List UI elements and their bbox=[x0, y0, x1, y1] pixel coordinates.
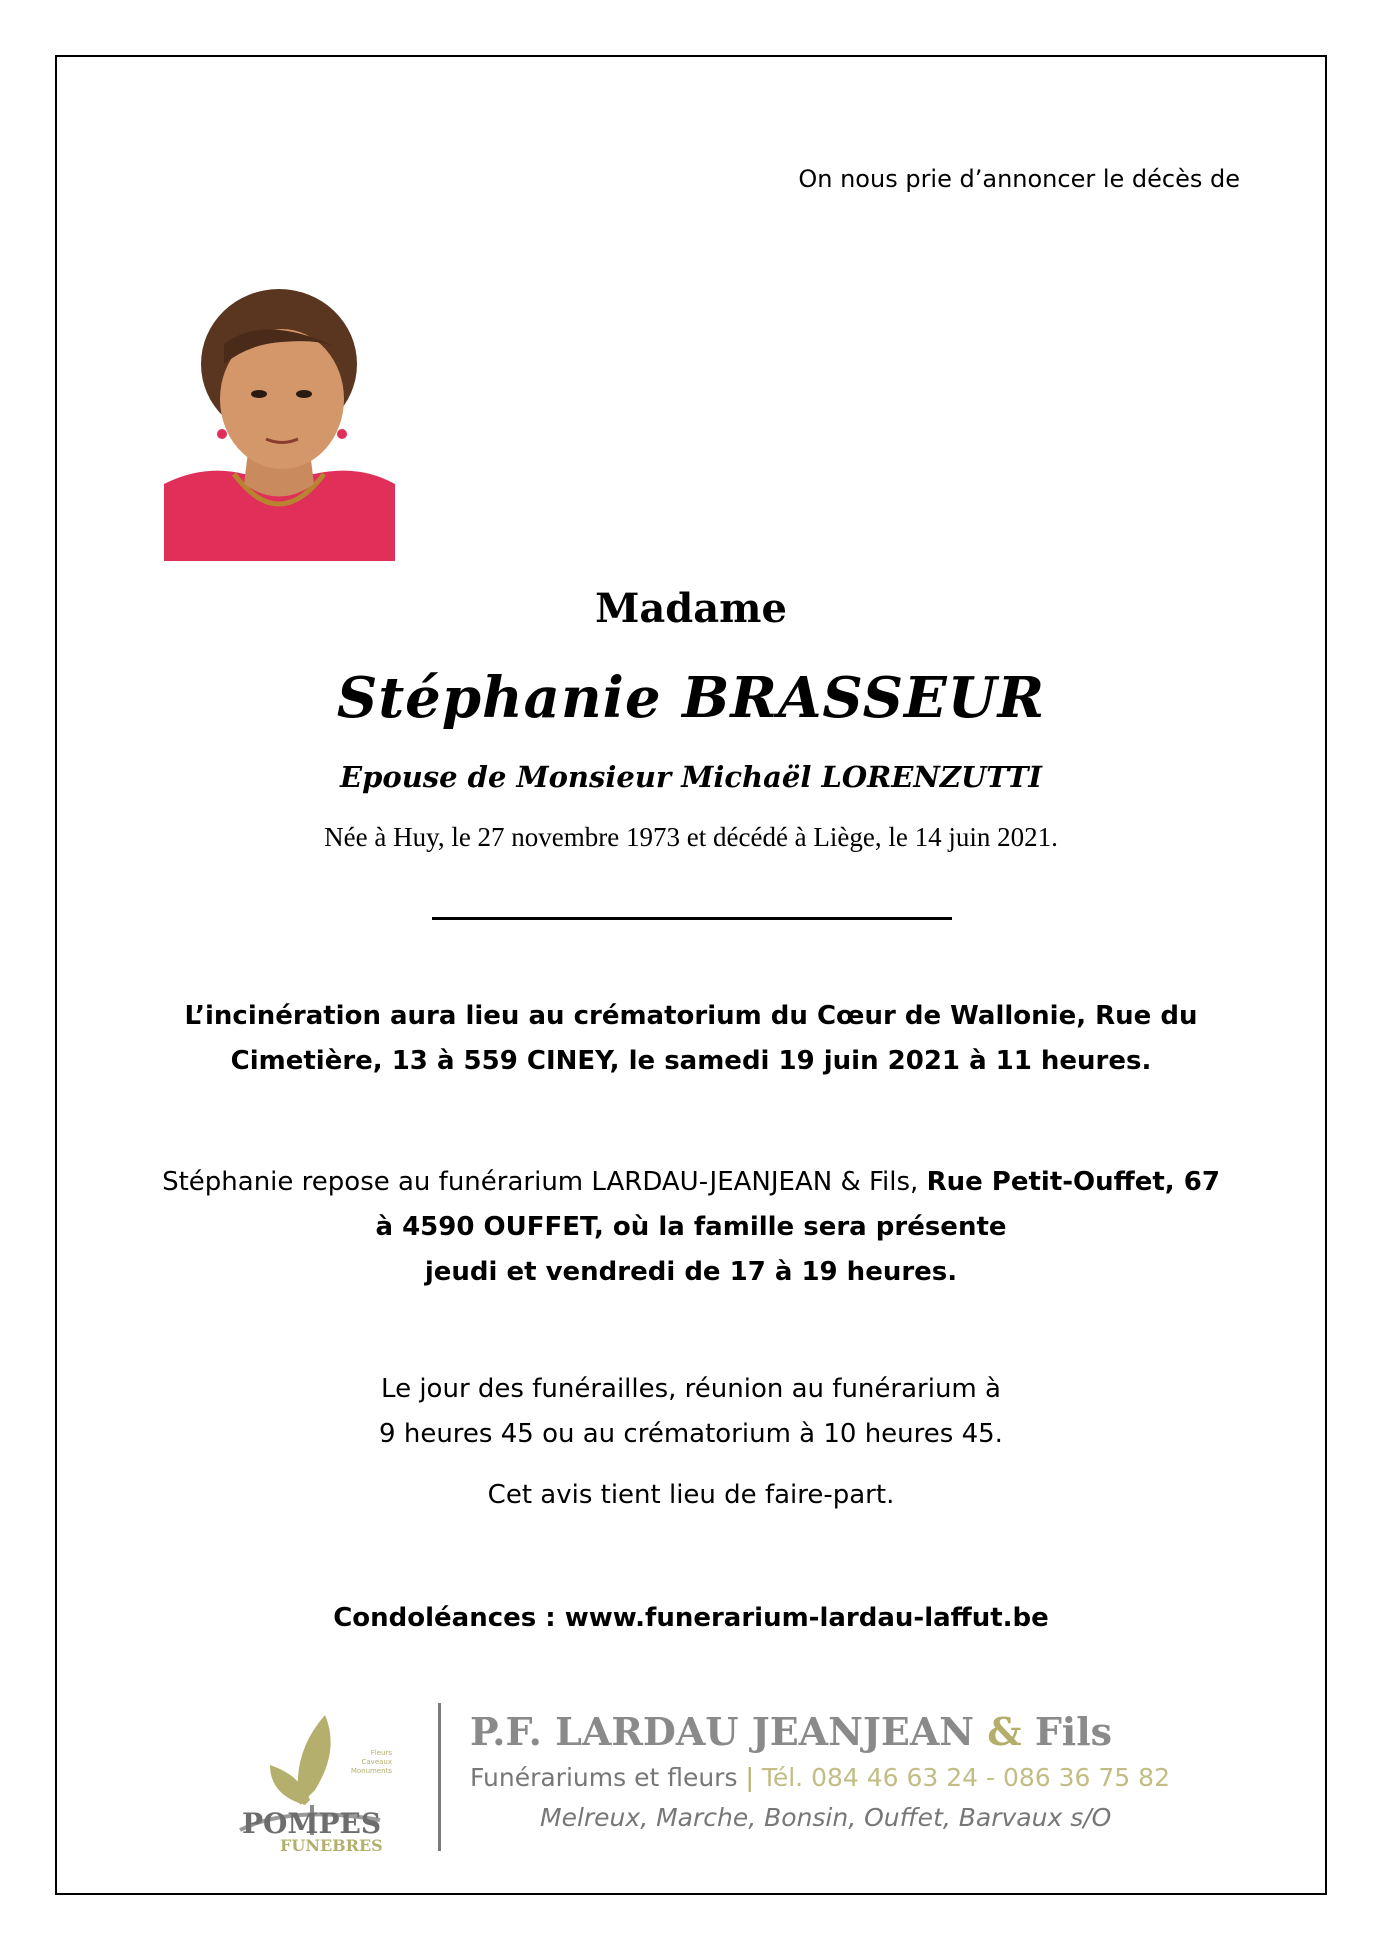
logo-small-text-3: Monuments bbox=[350, 1767, 392, 1775]
tagline-text: Funérariums et fleurs bbox=[470, 1763, 746, 1792]
condolences-text: Condoléances : www.funerarium-lardau-laffut.be bbox=[333, 1603, 1049, 1633]
tagline-separator: | bbox=[745, 1763, 754, 1792]
intro-text: On nous prie d’annoncer le décès de bbox=[798, 165, 1240, 193]
firm-name-part2: Fils bbox=[1021, 1709, 1113, 1754]
cremation-line-2: Cimetière, 13 à 559 CINEY, le samedi 19 juin 2021 à 11 heures. bbox=[230, 1046, 1152, 1076]
firm-locations: Melreux, Marche, Bonsin, Ouffet, Barvaux s/O bbox=[540, 1803, 1112, 1832]
divider-line bbox=[432, 917, 952, 920]
phone-numbers: Tél. 084 46 63 24 - 086 36 75 82 bbox=[761, 1763, 1170, 1792]
footer-divider bbox=[438, 1703, 441, 1851]
firm-name bbox=[470, 1709, 1112, 1754]
cremation-line-1: L’incinération aura lieu au crématorium du Cœur de Wallonie, Rue du bbox=[184, 1001, 1198, 1031]
portrait-photo bbox=[164, 284, 395, 561]
visitation-info bbox=[55, 1160, 1327, 1295]
logo-small-text-2: Caveaux bbox=[361, 1758, 392, 1766]
visitation-address: Rue Petit-Ouffet, 67 bbox=[926, 1167, 1220, 1197]
funeral-day-info bbox=[55, 1367, 1327, 1457]
firm-tagline bbox=[470, 1763, 1170, 1792]
firm-name-part1: P.F. LARDAU JEANJEAN bbox=[470, 1709, 988, 1754]
title: Madame bbox=[595, 585, 787, 632]
notice-text: Cet avis tient lieu de faire-part. bbox=[487, 1480, 895, 1510]
visitation-line-3: jeudi et vendredi de 17 à 19 heures. bbox=[424, 1257, 958, 1287]
logo-text-top: POMPES bbox=[242, 1807, 382, 1840]
firm-name-ampersand: & bbox=[987, 1709, 1022, 1754]
deceased-name: Stéphanie BRASSEUR bbox=[336, 665, 1046, 731]
footer-branding bbox=[230, 1695, 1170, 1855]
logo-small-text-1: Fleurs bbox=[370, 1749, 392, 1757]
visitation-line-1-regular: Stéphanie repose au funérarium LARDAU-JEANJEAN & Fils, bbox=[162, 1167, 927, 1197]
pompes-funebres-logo bbox=[230, 1695, 425, 1855]
cremation-info bbox=[55, 994, 1327, 1084]
visitation-line-1 bbox=[55, 1160, 1327, 1205]
spouse-line: Epouse de Monsieur Michaël LORENZUTTI bbox=[339, 760, 1043, 794]
visitation-line-2: à 4590 OUFFET, où la famille sera présente bbox=[375, 1212, 1007, 1242]
funeral-day-line-1: Le jour des funérailles, réunion au funérarium à bbox=[381, 1374, 1001, 1404]
birth-death-line: Née à Huy, le 27 novembre 1973 et décédé à Liège, le 14 juin 2021. bbox=[324, 822, 1058, 852]
logo-text-bottom: FUNEBRES bbox=[280, 1836, 383, 1855]
funeral-day-line-2: 9 heures 45 ou au crématorium à 10 heures 45. bbox=[379, 1419, 1003, 1449]
